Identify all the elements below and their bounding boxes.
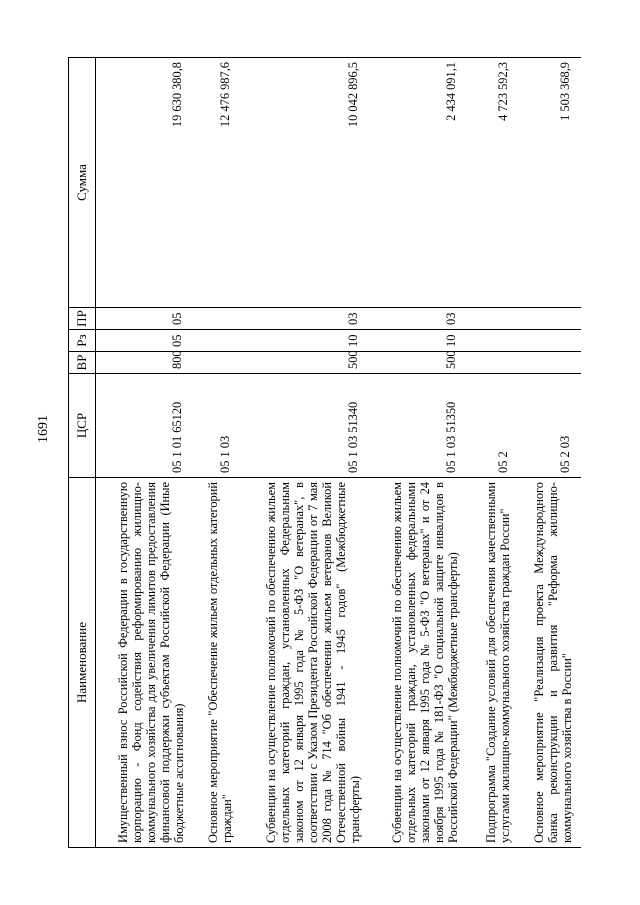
table-row xyxy=(519,58,581,848)
row-pr xyxy=(519,308,581,330)
row-csr: 05 1 03 xyxy=(193,374,241,478)
table-row xyxy=(369,58,467,848)
row-vr xyxy=(519,352,581,374)
row-pr xyxy=(193,308,241,330)
row-vr: 500 xyxy=(241,352,369,374)
row-sum: 10 042 896,5 xyxy=(241,58,369,308)
row-rz xyxy=(193,330,241,352)
row-csr: 05 2 03 xyxy=(519,374,581,478)
row-name: Имущественный взнос Российской Федерации в государственную корпорацию - Фонд содействия реформированию жилищно-коммунального хозяйства для увеличения лимитов предоставления финансовой поддержки субъектам Российской Федерации (Иные бюджетные ассигнования) xyxy=(96,478,193,848)
row-sum: 1 503 368,9 xyxy=(519,58,581,308)
row-name: Субвенции на осуществление полномочий по обеспечению жильем отдельных категорий граждан, установленных Федеральным законом от 12 января 1995 года № 5-ФЗ "О ветеранах", в соответствии с Указом Президента Российской Федерации от 7 мая 2008 года № 714 "Об обеспечении жильем ветеранов Великой Отечественной войны 1941 - 1945 годов" (Межбюджетные трансферты) xyxy=(241,478,369,848)
table-header-row xyxy=(69,58,96,848)
header-csr: ЦСР xyxy=(69,374,96,478)
row-pr: 05 xyxy=(96,308,193,330)
row-rz: 05 xyxy=(96,330,193,352)
table-row xyxy=(193,58,241,848)
header-pr: ПР xyxy=(69,308,96,330)
header-name: Наименование xyxy=(69,478,96,848)
row-csr: 05 1 03 51350 xyxy=(369,374,467,478)
page-number: 1691 xyxy=(36,415,51,443)
row-vr: 500 xyxy=(369,352,467,374)
row-rz: 10 xyxy=(369,330,467,352)
row-sum: 12 476 987,6 xyxy=(193,58,241,308)
row-rz: 10 xyxy=(241,330,369,352)
table-row xyxy=(467,58,519,848)
row-rz xyxy=(467,330,519,352)
row-sum: 4 723 592,3 xyxy=(467,58,519,308)
header-vr: ВР xyxy=(69,352,96,374)
row-vr xyxy=(467,352,519,374)
row-rz xyxy=(519,330,581,352)
row-vr xyxy=(193,352,241,374)
row-name: Основное мероприятие "Обеспечение жильем отдельных категорий граждан" xyxy=(193,478,241,848)
table-row xyxy=(241,58,369,848)
budget-table-rotated xyxy=(68,58,598,848)
row-sum: 2 434 091,1 xyxy=(369,58,467,308)
row-vr: 800 xyxy=(96,352,193,374)
row-sum: 19 630 380,8 xyxy=(96,58,193,308)
budget-table xyxy=(68,57,581,848)
header-rz: Рз xyxy=(69,330,96,352)
row-csr: 05 1 03 51340 xyxy=(241,374,369,478)
row-csr: 05 1 01 65120 xyxy=(96,374,193,478)
row-name: Субвенции на осуществление полномочий по обеспечению жильем отдельных категорий граждан, установленных федеральными законами от 12 января 1995 года № 5-ФЗ "О ветеранах" и от 24 ноября 1995 года № 181-ФЗ "О социальной защите инвалидов в Российской Федерации" (Межбюджетные трансферты) xyxy=(369,478,467,848)
header-sum: Сумма xyxy=(69,58,96,308)
row-pr: 03 xyxy=(241,308,369,330)
row-csr: 05 2 xyxy=(467,374,519,478)
row-name: Основное мероприятие "Реализация проекта Международного банка реконструкции и развития "Реформа жилищно-коммунального хозяйства в России" xyxy=(519,478,581,848)
row-name: Подпрограмма "Создание условий для обеспечения качественными услугами жилищно-коммунального хозяйства граждан России" xyxy=(467,478,519,848)
table-row xyxy=(96,58,193,848)
row-pr: 03 xyxy=(369,308,467,330)
row-pr xyxy=(467,308,519,330)
